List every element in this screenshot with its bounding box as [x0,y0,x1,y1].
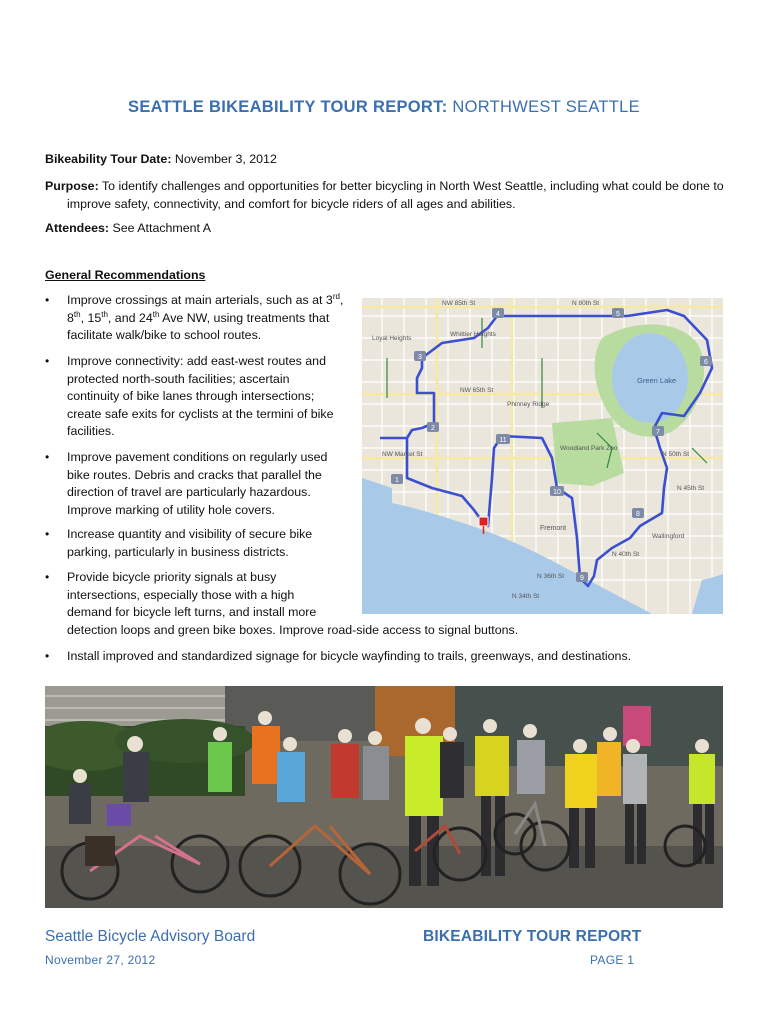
stop-marker [632,508,644,518]
rec2-line: Improve connectivity: add east-west routes and [67,354,326,368]
map-label-loyal: Loyal Heights [372,335,412,342]
rec1-text-f: Ave NW, using treatments that [159,310,330,325]
footer-date: November 27, 2012 [45,953,156,967]
general-recommendations-heading: General Recommendations [45,268,206,282]
map-label-n40: N 40th St [612,551,640,558]
purpose-label: Purpose: [45,179,99,193]
rec3-line: direction of travel are particularly hazardous. [67,485,311,499]
stop-marker [414,351,426,361]
recommendation-item [45,526,367,561]
recommendation-item [45,449,367,519]
map-label-n36: N 36th St [537,573,565,580]
stop-marker [700,356,712,366]
tour-date-value: November 3, 2012 [174,152,277,166]
stop-marker [492,308,504,318]
footer-page-number: PAGE 1 [590,953,635,967]
rec4-line: parking, particularly in business districts. [67,544,289,559]
purpose-line [45,177,739,213]
rec1-text-a: Improve crossings at main arterials, such as at 3 [67,293,333,307]
footer-organization: Seattle Bicycle Advisory Board [45,928,256,945]
svg-text:4: 4 [496,311,500,318]
rec1-text-b: , [339,293,344,307]
report-title-area: NORTHWEST SEATTLE [452,98,640,116]
svg-text:2: 2 [431,425,435,432]
rec2-line: continuity of bike lanes through intersections; [67,389,315,403]
tour-date-label: Bikeability Tour Date: [45,152,172,166]
svg-text:11: 11 [499,437,507,444]
group-photo-svg [45,686,723,908]
rec2-line: protected north-south facilities; ascertain [67,371,290,386]
stop-marker [576,572,588,582]
purpose-value: To identify challenges and opportunities for better bicycling in North West Seattle, including what could be done to improve safety, connectivity, and comfort for bicycle riders of all ages and abilities. [67,179,724,211]
map-label-nmarket: NW Market St [382,451,423,458]
tour-route-map [362,298,723,614]
map-label-n45: N 45th St [677,485,705,492]
attendees-value: See Attachment A [112,221,211,235]
svg-text:6: 6 [704,359,708,366]
rec1-sup-d: th [101,309,108,319]
map-label-fremont: Fremont [540,525,567,532]
footer-report-title: BIKEABILITY TOUR REPORT [423,928,642,945]
recommendation-item [45,292,357,345]
route-map-svg [362,298,723,614]
rec1-sup-a: rd [332,291,340,301]
rec1-line3: facilitate walk/bike to school routes. [67,328,262,342]
rec1-text-c: 8 [67,310,74,325]
rec5-line: demand for bicycle left turns, and install more [67,605,317,619]
map-label-woodland: Woodland Park Zoo [560,445,618,452]
tour-date-line [45,150,277,168]
stop-marker [391,474,403,484]
rec5-line: detection loops and green bike boxes. Improve road-side access to signal buttons. [67,622,519,637]
rec3-line: Improve pavement conditions on regularly used [67,450,328,464]
svg-text:1: 1 [395,477,399,484]
rec5-line: Provide bicycle priority signals at busy [67,570,277,584]
woodland-park [552,418,624,486]
svg-text:3: 3 [418,354,422,361]
map-label-n50: N 50th St [662,451,690,458]
map-label-nw65: NW 65th St [460,387,494,394]
attendees-label: Attendees: [45,221,110,235]
stop-marker [427,422,439,432]
rec2-line: facilities. [67,424,115,438]
report-title [0,98,768,117]
rec3-line: Improve marking of utility hole covers. [67,502,275,517]
svg-text:8: 8 [636,511,640,518]
rec1-text-e: , and 24 [107,310,153,325]
rec5-line: intersections, especially those with a high [67,587,295,602]
map-label-nw85: NW 85th St [442,300,476,307]
recommendation-item [45,353,367,441]
map-label-whittier: Whittier Heights [450,331,496,338]
rec2-line: create safe exits for cyclists at the termini of bike [67,406,334,421]
stop-marker [652,426,664,436]
svg-text:9: 9 [580,575,584,582]
rec1-sup-e: th [152,309,160,319]
recommendation-item [45,648,727,666]
report-title-main: SEATTLE BIKEABILITY TOUR REPORT: [128,98,448,116]
map-label-phinney: Phinney Ridge [507,401,550,408]
rec3-line: bike routes. Debris and cracks that parallel the [67,467,322,482]
stop-marker [496,434,510,444]
rec6-line: Install improved and standardized signage for bicycle wayfinding to trails, greenways, and destinations. [67,649,632,663]
map-label-n80: N 80th St [572,300,600,307]
map-label-n34: N 34th St [512,593,540,600]
attendees-line [45,219,211,237]
svg-text:7: 7 [656,429,660,436]
stop-marker [612,308,624,318]
group-photo [45,686,723,908]
rec1-text-d: , 15 [80,310,102,325]
svg-text:10: 10 [553,489,561,496]
rec4-line: Increase quantity and visibility of secure bike [67,527,313,541]
rec1-sup-c: th [73,309,81,319]
svg-text:5: 5 [616,311,620,318]
map-label-wallingford: Wallingford [652,533,685,540]
stop-marker [550,486,564,496]
map-label-green-lake: Green Lake [637,376,677,385]
